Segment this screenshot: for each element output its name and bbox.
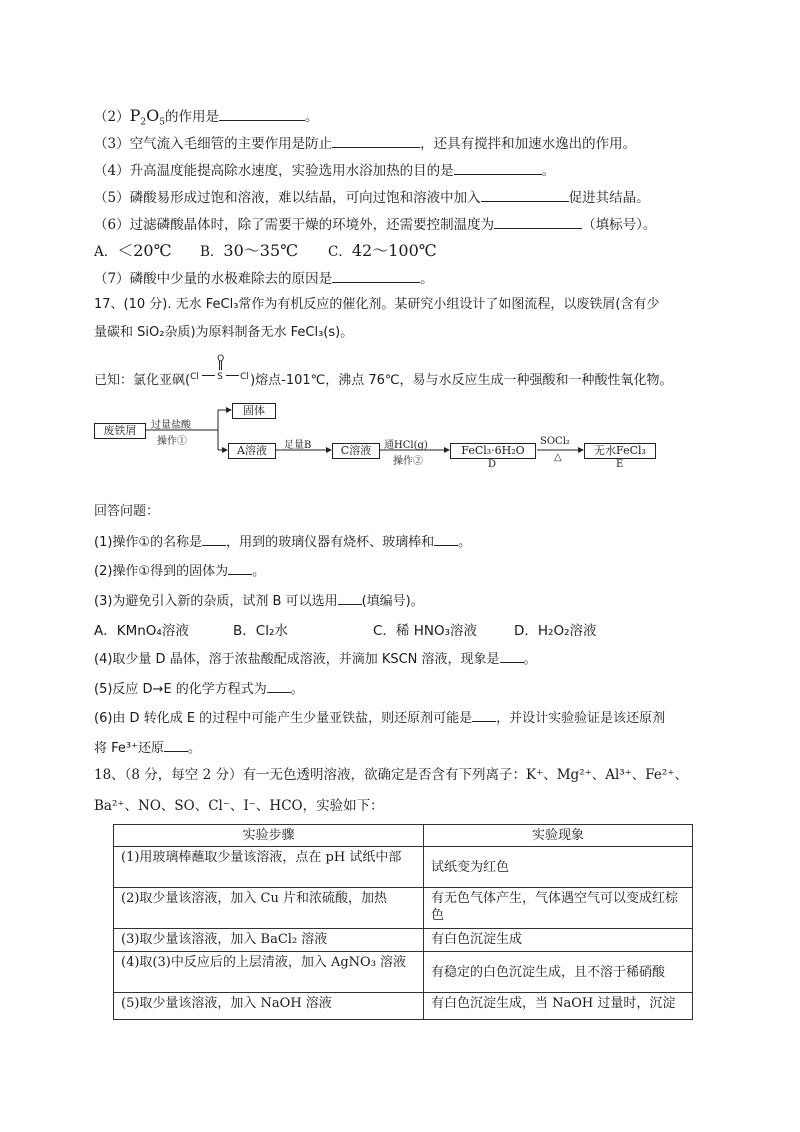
experiment-table bbox=[113, 824, 693, 1020]
header-steps: 实验步骤 bbox=[114, 825, 424, 847]
answer-blank[interactable] bbox=[164, 737, 188, 752]
step-cell: (2)取少量该溶液，加入 Cu 片和浓硫酸，加热 bbox=[114, 888, 424, 929]
flow-reagent-4: SOCl₂ bbox=[540, 436, 570, 447]
flow-solid-box: 固体 bbox=[232, 403, 276, 419]
choice-c: C．稀 HNO₃溶液 bbox=[373, 623, 478, 639]
q17-6: (6)由 D 转化成 E 的过程中可能产生少量亚铁盐，则还原剂可能是 ，并设计实验验证是该还原剂 bbox=[94, 707, 665, 728]
step-cell: (4)取(3)中反应后的上层清液，加入 AgNO₃ 溶液 bbox=[114, 952, 424, 993]
step-cell: (1)用玻璃棒蘸取少量该溶液，点在 pH 试纸中部 bbox=[114, 847, 424, 888]
step-cell: (3)取少量该溶液，加入 BaCl₂ 溶液 bbox=[114, 929, 424, 952]
answer-blank[interactable] bbox=[202, 531, 226, 546]
q17-intro-2: 量碳和 SiO₂杂质)为原料制备无水 FeCl₃(s)。 bbox=[94, 325, 354, 340]
q16-6: （6）过滤磷酸晶体时，除了需要干燥的环境外，还需要控制温度为 （填标号）。 bbox=[94, 214, 656, 234]
q18-intro-2: Ba²⁺、NO、SO、Cl⁻、I⁻、HCO，实验如下： bbox=[94, 798, 384, 814]
result-cell: 有白色沉淀生成，当 NaOH 过量时，沉淀 bbox=[424, 993, 693, 1020]
result-cell: 试纸变为红色 bbox=[424, 847, 693, 888]
q16-3: （3）空气流入毛细管的主要作用是防止 ，还具有搅拌和加速水逸出的作用。 bbox=[94, 133, 636, 153]
header-results: 实验现象 bbox=[424, 825, 693, 847]
flow-reagent-3: 通HCl(g) bbox=[384, 440, 428, 451]
q16-4: （4）升高温度能提高除水速度，实验选用水浴加热的目的是 。 bbox=[94, 160, 555, 180]
choice-b: B．Cl₂水 bbox=[233, 623, 288, 639]
table-row bbox=[114, 888, 693, 929]
option-c: C．42～100℃ bbox=[328, 241, 437, 260]
flow-reagent-1: 过量盐酸 bbox=[151, 420, 191, 431]
q17-2: (2)操作①得到的固体为 。 bbox=[94, 560, 265, 581]
table-row bbox=[114, 952, 693, 993]
q17-6-cont: 将 Fe³⁺还原 。 bbox=[94, 737, 201, 758]
q18-intro-1: 18、（8 分，每空 2 分）有一无色透明溶液，欲确定是否含有下列离子：K⁺、Mg²⁺、Al³⁺、Fe²⁺、 bbox=[94, 767, 688, 783]
q17-5: (5)反应 D→E 的化学方程式为 。 bbox=[94, 678, 304, 699]
option-a: A．＜20℃ bbox=[94, 241, 172, 260]
q16-7: （7）磷酸中少量的水极难除去的原因是 。 bbox=[94, 268, 434, 288]
flow-heat: △ bbox=[554, 452, 562, 463]
q17-known: 已知：氯化亚砜( O Cl S Cl )熔点-101℃，沸点 76℃，易与水反应生成一种强酸和一种酸性氧化物。 bbox=[94, 354, 673, 388]
flow-solution-c-box: C溶液 bbox=[332, 443, 380, 459]
answer-blank[interactable] bbox=[500, 648, 524, 663]
answer-blank[interactable] bbox=[228, 560, 252, 575]
flow-operation-2: 操作② bbox=[393, 456, 423, 467]
step-cell: (5)取少量该溶液，加入 NaOH 溶液 bbox=[114, 993, 424, 1020]
answer-blank[interactable] bbox=[267, 678, 291, 693]
flow-product-e-box: 无水FeCl₃ bbox=[584, 443, 656, 459]
flow-label-e: E bbox=[616, 459, 624, 470]
choice-a: A．KMnO₄溶液 bbox=[94, 623, 189, 639]
answer-blank[interactable] bbox=[434, 531, 458, 546]
answer-heading: 回答问题： bbox=[94, 504, 160, 519]
flow-reagent-2: 足量B bbox=[284, 440, 312, 451]
flow-solution-a-box: A溶液 bbox=[228, 443, 276, 459]
flow-operation-1: 操作① bbox=[157, 436, 187, 447]
choice-d: D．H₂O₂溶液 bbox=[514, 623, 597, 639]
q16-2: $(2)P_2O_5$的作用是 。 bbox=[94, 106, 319, 128]
q17-4: (4)取少量 D 晶体，溶于浓盐酸配成溶液，并滴加 KSCN 溶液，现象是 。 bbox=[94, 648, 537, 669]
option-b: B．30～35℃ bbox=[200, 241, 299, 260]
answer-blank[interactable] bbox=[338, 590, 362, 605]
table-header-row bbox=[114, 825, 693, 847]
table-row bbox=[114, 847, 693, 888]
thionyl-chloride-structure: O Cl S Cl bbox=[190, 354, 249, 382]
q17-3: (3)为避免引入新的杂质，试剂 B 可以选用 (填编号)。 bbox=[94, 590, 424, 611]
answer-blank[interactable] bbox=[472, 707, 496, 722]
result-cell: 有白色沉淀生成 bbox=[424, 929, 693, 952]
table-row bbox=[114, 993, 693, 1020]
result-cell: 有稳定的白色沉淀生成，且不溶于稀硝酸 bbox=[424, 952, 693, 993]
table-row bbox=[114, 929, 693, 952]
q16-5: （5）磷酸易形成过饱和溶液，难以结晶，可向过饱和溶液中加入 促进其结晶。 bbox=[94, 187, 650, 207]
flow-label-d: D bbox=[488, 459, 497, 470]
result-cell: 有无色气体产生，气体遇空气可以变成红棕色 bbox=[424, 888, 693, 929]
q17-intro-1: 17、(10 分). 无水 FeCl₃常作为有机反应的催化剂。某研究小组设计了如图流程，以废铁屑(含有少 bbox=[94, 297, 660, 312]
flow-product-d-box: FeCl₃·6H₂O bbox=[450, 443, 536, 459]
flow-arrows bbox=[0, 0, 800, 480]
q17-1: (1)操作①的名称是 ，用到的玻璃仪器有烧杯、玻璃棒和 。 bbox=[94, 531, 471, 552]
flow-start-box: 废铁屑 bbox=[94, 423, 146, 439]
